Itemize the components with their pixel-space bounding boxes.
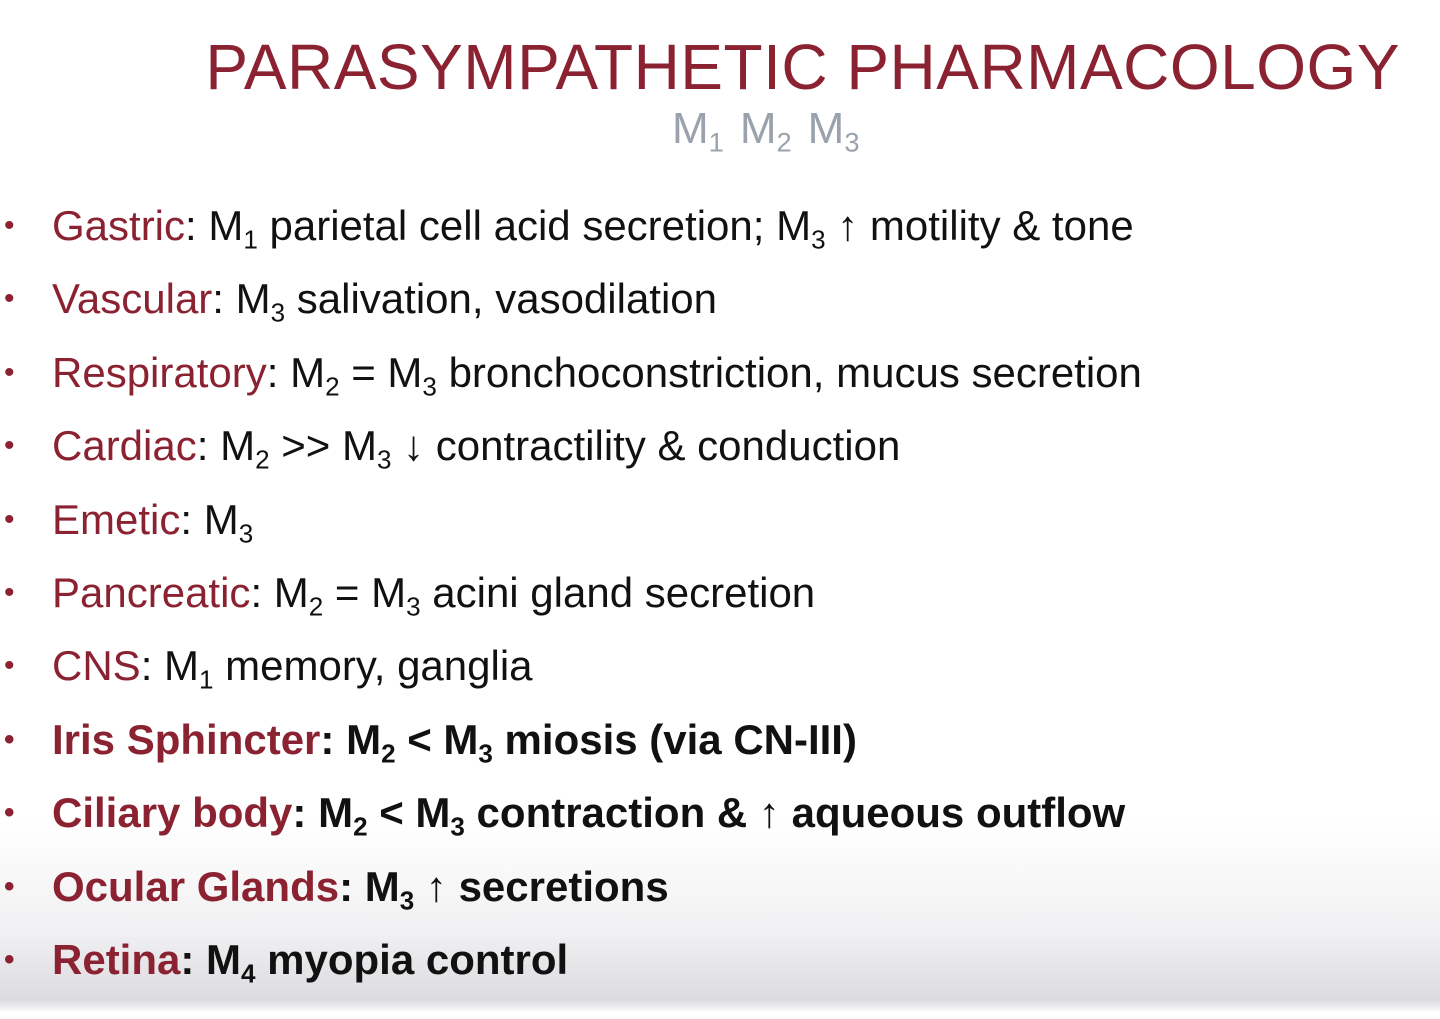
- list-item-description: memory, ganglia: [213, 642, 533, 690]
- subtitle-receptor: $M_1$: [672, 104, 724, 158]
- receptor-subscript: 1: [199, 664, 214, 695]
- list-item: [0, 560, 1440, 633]
- list-item-description: ↑ secretions: [414, 862, 669, 910]
- bullet-icon: •: [4, 429, 15, 463]
- list-item-term: Ciliary body: [52, 789, 293, 837]
- slide-title: PARASYMPATHETIC PHARMACOLOGY: [205, 31, 1400, 103]
- list-item-text: [52, 707, 857, 773]
- list-item-description: :: [196, 422, 209, 470]
- list-item-description: miosis (via CN-III): [492, 715, 857, 763]
- list-item-term: Emetic: [52, 495, 181, 543]
- receptor-subscript: 2: [325, 371, 340, 402]
- bullet-icon: •: [4, 869, 15, 903]
- receptor-subscript: 4: [241, 958, 256, 989]
- list-item-description: :: [320, 715, 335, 763]
- list-item-description: M: [152, 642, 200, 690]
- list-item: [0, 707, 1440, 780]
- list-item: [0, 193, 1440, 266]
- list-item-description: >> M: [269, 422, 377, 470]
- list-item-description: M: [306, 789, 354, 837]
- list-item-term: Pancreatic: [52, 568, 251, 616]
- list-item-term: Ocular Glands: [52, 862, 340, 910]
- bullet-icon: •: [4, 502, 15, 536]
- list-item-text: [52, 633, 533, 699]
- subtitle-receptor: $M_2$: [739, 104, 792, 158]
- list-item-text: [52, 413, 900, 479]
- list-item-term: Iris Sphincter: [52, 715, 321, 763]
- receptor-subscript: 1: [243, 224, 258, 255]
- list-item-text: [52, 927, 568, 993]
- receptor-subscript: 3: [399, 884, 415, 915]
- list-item-description: contraction & ↑ aqueous outflow: [464, 789, 1126, 837]
- list-item-description: ↓ contractility & conduction: [391, 422, 901, 470]
- list-item-description: < M: [367, 789, 451, 837]
- list-item-text: [52, 487, 253, 553]
- list-item-description: parietal cell acid secretion; M: [257, 202, 812, 249]
- list-item: [0, 487, 1440, 560]
- list-item-text: [52, 560, 815, 626]
- list-item-text: [52, 193, 1134, 259]
- bullet-icon: •: [4, 722, 15, 756]
- list-item: [0, 413, 1440, 486]
- list-item-description: M: [278, 348, 326, 396]
- list-item-description: M: [334, 715, 382, 763]
- list-item-description: :: [185, 202, 197, 249]
- list-item-term: CNS: [52, 642, 141, 690]
- list-item-text: [52, 266, 717, 332]
- receptor-subscript: 3: [450, 811, 465, 842]
- list-item: [0, 927, 1440, 1000]
- list-item-description: :: [140, 642, 153, 690]
- bullet-icon: •: [4, 575, 15, 609]
- list-item-description: ↑ motility & tone: [825, 202, 1134, 249]
- receptor-subscript: 3: [811, 224, 826, 255]
- receptor-subscript: 2: [255, 444, 270, 475]
- bullet-list: [0, 193, 1440, 1000]
- list-item-text: [52, 340, 1142, 406]
- receptor-subscript: 2: [308, 591, 324, 622]
- list-item: [0, 854, 1440, 927]
- slide-subtitle: [672, 104, 875, 158]
- list-item-description: :: [266, 348, 279, 396]
- receptor-subscript: 3: [406, 591, 421, 622]
- list-item-term: Cardiac: [52, 422, 197, 470]
- receptor-subscript: 3: [478, 738, 493, 769]
- list-item-description: M: [262, 568, 309, 616]
- list-item-term: Respiratory: [52, 348, 267, 396]
- list-item-description: M: [353, 862, 400, 910]
- receptor-subscript: 3: [376, 444, 392, 475]
- list-item-text: [52, 854, 669, 920]
- list-item-description: M: [208, 422, 256, 470]
- bullet-icon: •: [4, 355, 15, 389]
- receptor-subscript: 2: [381, 738, 396, 769]
- bullet-icon: •: [4, 209, 15, 242]
- bullet-icon: •: [4, 649, 15, 683]
- list-item-description: :: [180, 935, 195, 983]
- list-item-description: M: [194, 935, 242, 983]
- bullet-icon: •: [4, 942, 15, 976]
- list-item: [0, 780, 1440, 853]
- bullet-icon: •: [4, 282, 15, 316]
- list-item-term: Vascular: [52, 275, 213, 323]
- list-item-description: myopia control: [255, 935, 569, 983]
- list-item-text: [52, 780, 1125, 846]
- receptor-subscript: 3: [422, 371, 437, 402]
- list-item-description: = M: [323, 568, 407, 616]
- list-item-term: Retina: [52, 935, 181, 983]
- list-item-description: bronchoconstriction, mucus secretion: [436, 348, 1142, 396]
- list-item-description: M: [196, 202, 244, 249]
- list-item: [0, 633, 1440, 706]
- receptor-subscript: 3: [270, 297, 286, 328]
- list-item-description: :: [292, 789, 307, 837]
- receptor-subscript: 3: [238, 517, 254, 548]
- list-item-term: Gastric: [52, 202, 186, 249]
- bullet-icon: •: [4, 796, 15, 830]
- list-item-description: acini gland secretion: [420, 568, 816, 616]
- list-item-description: :: [212, 275, 224, 323]
- receptor-subscript: 2: [353, 811, 368, 842]
- subtitle-receptor: $M_3$: [807, 104, 860, 158]
- list-item: [0, 266, 1440, 339]
- list-item-description: salivation, vasodilation: [285, 275, 718, 323]
- list-item-description: = M: [339, 348, 423, 396]
- list-item-description: < M: [395, 715, 479, 763]
- list-item: [0, 340, 1440, 413]
- list-item-description: :: [180, 495, 193, 543]
- list-item-description: M: [223, 275, 271, 323]
- list-item-description: :: [250, 568, 263, 616]
- list-item-description: :: [339, 862, 354, 910]
- list-item-description: M: [192, 495, 239, 543]
